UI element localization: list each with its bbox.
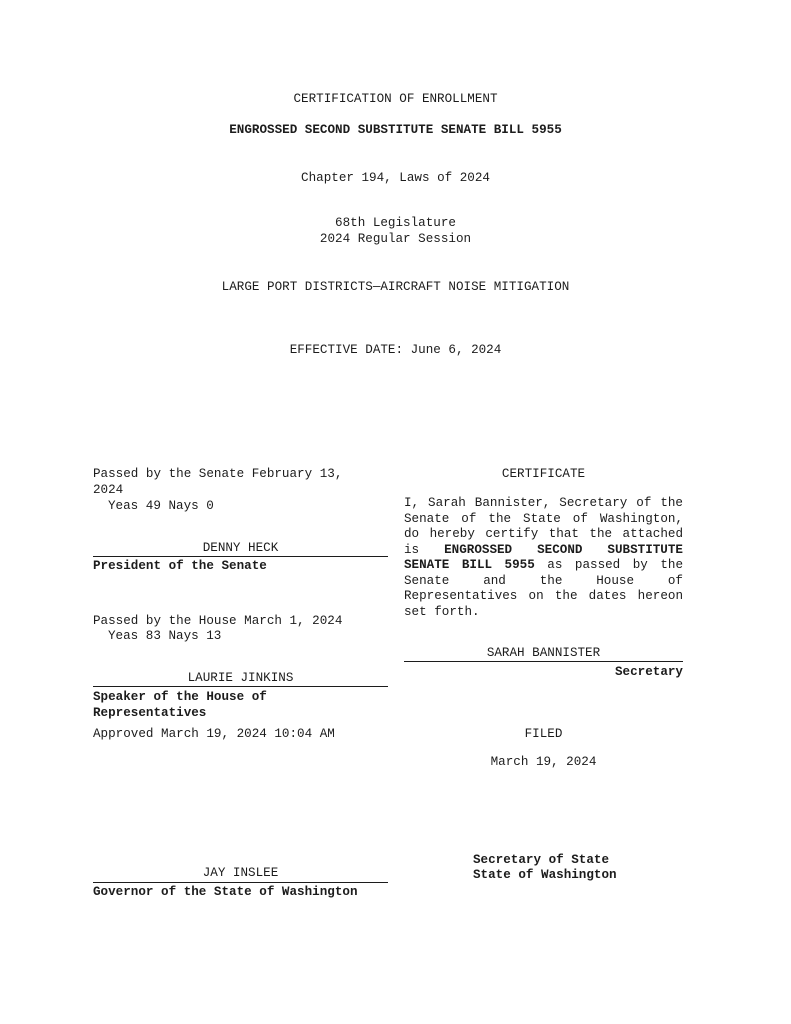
speaker-name: LAURIE JINKINS	[187, 671, 294, 685]
certificate-text-before: I, Sarah Bannister, Secretary of the Senate of the State of Washington, do hereby certify that the attached is	[404, 496, 683, 557]
approval-line: Approved March 19, 2024 10:04 AM	[93, 727, 335, 741]
speaker-title-line2: Representatives	[93, 706, 207, 720]
signature-line-secretary	[404, 661, 683, 662]
filed-label: FILED	[524, 727, 563, 741]
signature-line-governor	[93, 882, 388, 883]
house-votes: Yeas 83 Nays 13	[108, 629, 222, 643]
house-passed: Passed by the House March 1, 2024	[93, 614, 343, 628]
senate-passed-line2: 2024	[93, 483, 124, 497]
president-name: DENNY HECK	[202, 541, 279, 555]
signature-line-president	[93, 556, 388, 557]
secretary-of-state-line1: Secretary of State	[473, 853, 610, 867]
speaker-title-line1: Speaker of the House of	[93, 690, 267, 704]
president-title: President of the Senate	[93, 559, 267, 573]
certification-title: CERTIFICATION OF ENROLLMENT	[293, 92, 498, 106]
bill-title: ENGROSSED SECOND SUBSTITUTE SENATE BILL 5955	[229, 123, 562, 137]
signature-line-speaker	[93, 686, 388, 687]
legislature-line: 68th Legislature	[335, 216, 456, 230]
session-line: 2024 Regular Session	[319, 232, 472, 246]
secretary-title: Secretary	[614, 665, 683, 679]
senate-passed-line1: Passed by the Senate February 13,	[93, 467, 343, 481]
secretary-name: SARAH BANNISTER	[486, 646, 601, 660]
certificate-bill-name: ENGROSSED SECOND SUBSTITUTE SENATE BILL 5955	[404, 542, 683, 572]
effective-date: EFFECTIVE DATE: June 6, 2024	[289, 343, 502, 357]
certificate-heading: CERTIFICATE	[501, 467, 586, 481]
secretary-of-state-line2: State of Washington	[473, 868, 617, 882]
certificate-text-after: as passed by the Senate and the House of Representatives on the dates hereon set forth.	[404, 558, 684, 619]
chapter-line: Chapter 194, Laws of 2024	[301, 171, 490, 185]
filed-date: March 19, 2024	[490, 755, 597, 769]
senate-votes: Yeas 49 Nays 0	[108, 499, 214, 513]
certificate-text	[404, 496, 683, 620]
bill-subject: LARGE PORT DISTRICTS—AIRCRAFT NOISE MITIGATION	[221, 280, 570, 294]
governor-title: Governor of the State of Washington	[93, 885, 358, 899]
governor-name: JAY INSLEE	[202, 866, 279, 880]
